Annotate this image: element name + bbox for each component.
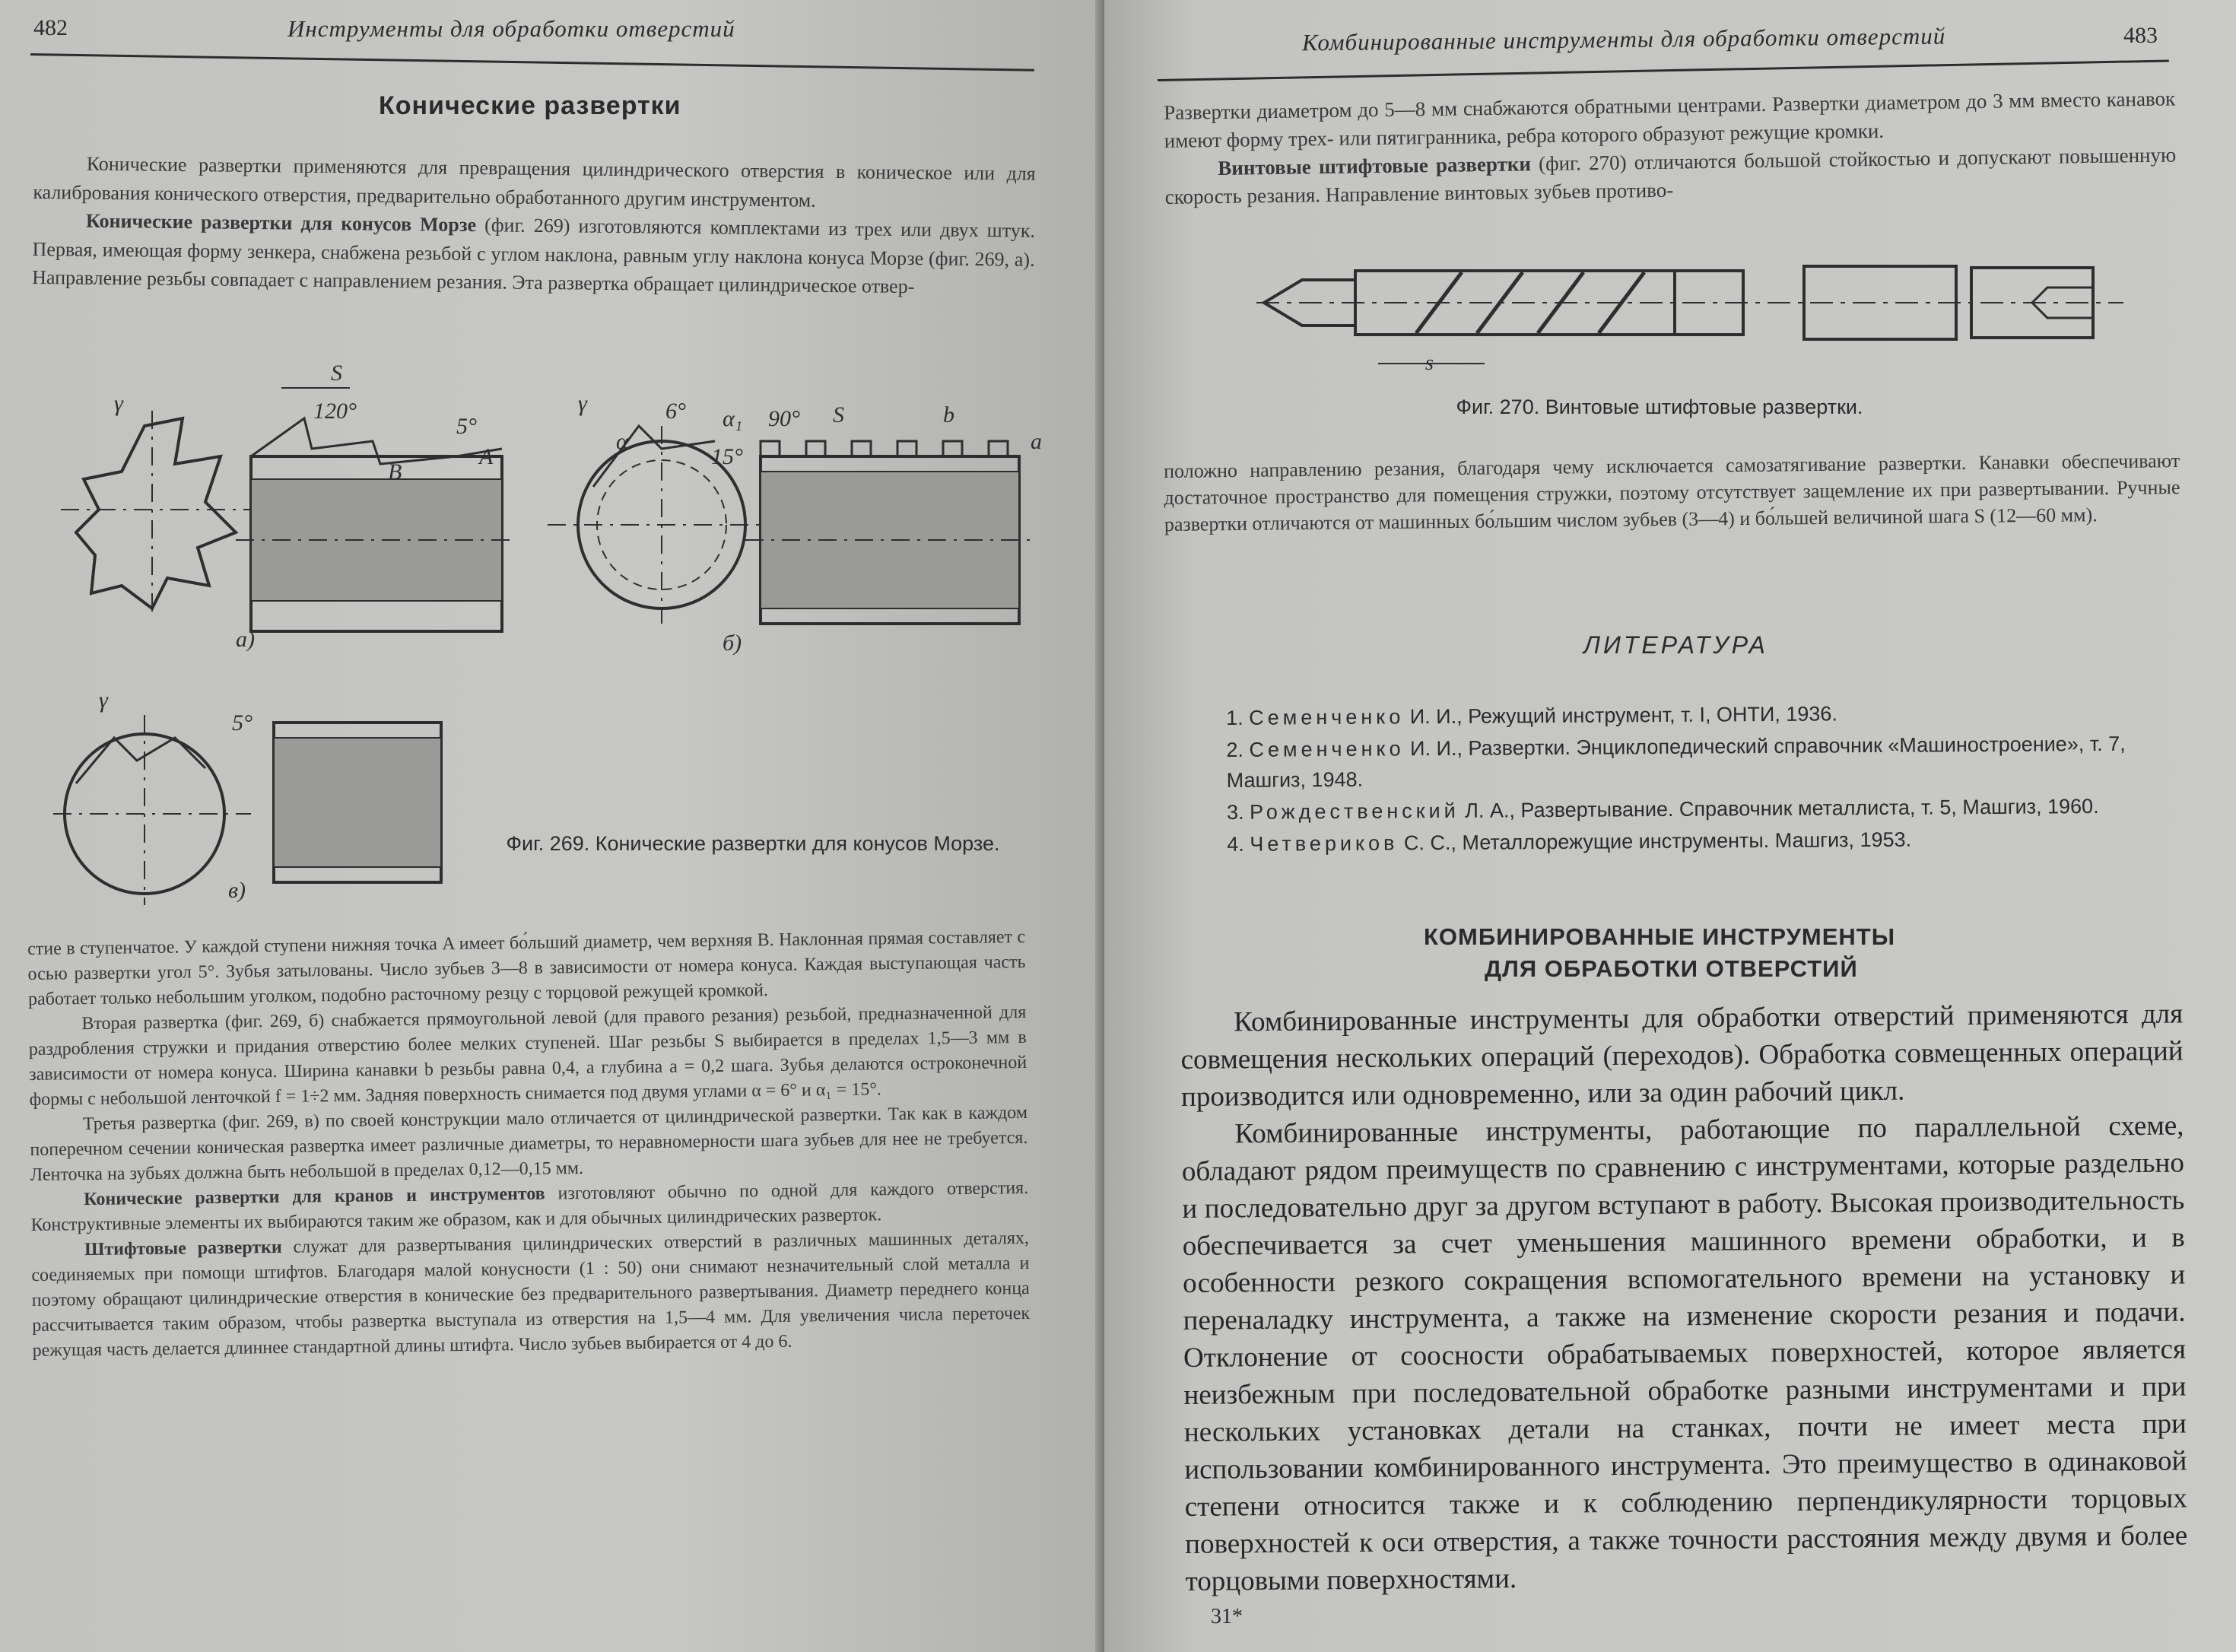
helical-bold: Винтовые штифтовые развертки — [1218, 152, 1532, 180]
fig-label-90: 90° — [768, 406, 800, 431]
morse-text: (фиг. 269) изготовляются комплектами из трех или двух штук. Первая, имеющая форму зенкера, снабжена резьбой с углом наклона, равным углу наклона конуса Морзе (фиг. 269, а). Направление резьбы совпадает с направлением резания. Эта развертка обращает цилиндрическое отвер- — [32, 214, 1036, 298]
fig-label-gamma-c: γ — [99, 688, 108, 713]
fig270-label-s: s — [1425, 351, 1434, 375]
left-page — [0, 0, 1104, 1652]
reference-item-2: 2. Семенченко И. И., Развертки. Энциклопедический справочник «Машиностроение», т. 7, Машгиз, 1948. — [1226, 732, 2126, 792]
page-number-left: 482 — [33, 15, 68, 40]
running-head-right: Комбинированные инструменты для обработки отверстий — [1301, 22, 1946, 56]
fig-label-gamma-a: γ — [114, 391, 123, 416]
section-title-combined-line1: КОМБИНИРОВАННЫЕ ИНСТРУМЕНТЫ — [1424, 923, 1896, 950]
fig-label-s-b: S — [833, 402, 844, 427]
running-head-left: Инструменты для обработки отверстий — [287, 15, 735, 42]
combined-paragraph-2: Комбинированные инструменты, работающие по параллельной схеме, обладают рядом преимуществ по сравнению с инструментами, которые раздельно и последовательно друг за другом вступают в работу. Высокая производительность обеспечивается за счет уменьшения машинного времени обработки, и в особенности резкого сокращения вспомогательного времени на установку и переналадку инструмента, а также на изменение скорости резания и подачи. Отклонение от соосности обрабатываемых поверхностей, которое является неизбежным при последовательной обработке разными инструментами и при нескольких установках детали на станках, почти не имеет места при использовании комбинированного инструмента. Это преимущество в одинаковой степени относится также и к соблюдению перпендикулярности торцовых поверхностей к оси отверстия, а также точности расстояния между двумя и более торцовыми поверхностями. — [1181, 1110, 2188, 1597]
top-text-block — [1164, 84, 2177, 211]
second-reamer-paragraph: Вторая развертка (фиг. 269, б) снабжается прямоугольной левой (для правого резания) резьбой, предназначенной для раздробления стружки и придания отверстию более мелких ступеней. Шаг резьбы S выбирается в пределах 1,5—3 мм в зависимости от номера конуса. Ширина канавки b резьбы равна 0,4, а глубина a = 0,2 шага. Зубья делаются остроконечной формы с небольшой ленточкой f = 1÷2 мм. Задняя поверхность снимается под двумя углами α = 6° и α₁ = 15°. — [28, 1002, 1027, 1110]
lower-text-block — [27, 925, 1031, 1364]
references-list — [1226, 696, 2170, 861]
morse-paragraph — [32, 206, 1035, 302]
section-title-combined-line2: ДЛЯ ОБРАБОТКИ ОТВЕРСТИЙ — [1485, 955, 1858, 982]
fig-label-point-b: B — [388, 459, 402, 484]
fig-a-section — [76, 418, 236, 608]
combined-text-block — [1180, 995, 2188, 1600]
fig-label-gamma-b: γ — [578, 391, 587, 416]
reference-item-3: 3. Рождественский Л. А., Развертывание. Справочник металлиста, т. 5, Машгиз, 1960. — [1226, 794, 2099, 824]
figure-270-caption: Фиг. 270. Винтовые штифтовые развертки. — [1456, 396, 1863, 418]
fig-label-5-c: 5° — [232, 710, 253, 735]
pin-bold: Штифтовые развертки — [84, 1237, 282, 1260]
after-figure-paragraph: положно направлению резания, благодаря чему исключается самозатягивание развертки. Канавки обеспечивают достаточное пространство для помещения стружки, поэтому отсутствует защемление их при развертывании. Ручные развертки отличаются от машинных бо́льшим числом зубьев (3—4) и бо́льшей величиной шага S (12—60 мм). — [1164, 450, 2180, 535]
page-number-right: 483 — [2123, 23, 2158, 48]
figure-270 — [1256, 257, 2123, 379]
fig-label-120: 120° — [313, 399, 357, 424]
fig-sublabel-v: в) — [228, 878, 246, 903]
fig-sublabel-a: а) — [236, 627, 255, 652]
continuation-paragraph: стие в ступенчатое. У каждой ступени нижняя точка A имеет бо́льший диаметр, чем верхняя B. Наклонная прямая составляет с осью развертки угол 5°. Зубья затылованы. Число зубьев 3—8 в зависимости от номера конуса. Каждая выступающая часть работает только небольшим уголком, подобно расточному резцу с торцовой режущей кромкой. — [27, 926, 1026, 1009]
fig-label-6: 6° — [665, 399, 686, 424]
reference-item-4: 4. Четвериков С. С., Металлорежущие инструменты. Машгиз, 1953. — [1227, 828, 1912, 856]
figure-269 — [30, 357, 1095, 905]
header-rule-left — [30, 53, 1034, 71]
right-page — [1104, 0, 2236, 1652]
intro-block — [32, 149, 1036, 302]
pin-paragraph — [31, 1226, 1031, 1364]
taps-bold: Конические развертки для кранов и инструментов — [84, 1183, 545, 1210]
signature-mark: 31* — [1211, 1605, 1243, 1628]
figure-269-caption: Фиг. 269. Конические развертки для конусов Морзе. — [506, 832, 1000, 855]
morse-bold: Конические развертки для конусов Морзе — [85, 209, 477, 237]
after-figure-block — [1164, 447, 2180, 538]
pin-text: служат для развертывания цилиндрических отверстий в различных машинных деталях, соединяемых при помощи штифтов. Благодаря малой конусности (1 : 50) они снимают незначительный слой металла и поэтому обращают цилиндрические отверстия в конические без предварительного развертывания. Диаметр переднего конца рассчитывается таким образом, чтобы развертка выступала из отверстия на 1,5—4 мм. Для увеличения числа переточек режущая часть делается длиннее стандартной длины штифта. Число зубьев выбирается от 4 до 6. — [31, 1228, 1031, 1361]
fig-label-alpha: α — [616, 429, 628, 454]
fig-label-point-a: A — [479, 444, 494, 469]
combined-paragraph-1: Комбинированные инструменты для обработки отверстий применяются для совмещения нескольких операций (переходов). Обработка совмещенных операций производится или одновременно, или за один рабочий цикл. — [1180, 998, 2184, 1113]
third-reamer-paragraph: Третья развертка (фиг. 269, в) по своей конструкции мало отличается от цилиндрической развертки. Так как в каждом поперечном сечении коническая развертка имеет различные диаметры, то неравномерности шага зубьев для нее не требуется. Ленточка на зубьях должна быть небольшой в пределах 0,12—0,15 мм. — [30, 1102, 1028, 1185]
top-paragraph: Развертки диаметром до 5—8 мм снабжаются обратными центрами. Развертки диаметром до 3 мм вместо канавок имеют форму трех- или пятигранника, ребра которого образуют режущие кромки. — [1164, 87, 2176, 152]
fig-label-s-a: S — [331, 361, 342, 386]
helical-text: (фиг. 270) отличаются большой стойкостью и допускают повышенную скорость резания. Направление винтовых зубьев противо- — [1164, 143, 2177, 208]
reference-item-1: 1. Семенченко И. И., Режущий инструмент, т. I, ОНТИ, 1936. — [1226, 702, 1838, 729]
intro-paragraph: Конические развертки применяются для превращения цилиндрического отверстия в коническое или для калибрования конического отверстия, предварительно обработанного другим инструментом. — [33, 152, 1036, 211]
header-rule-right — [1158, 59, 2169, 81]
fig-label-a: a — [1031, 429, 1042, 454]
literature-title: ЛИТЕРАТУРА — [1583, 631, 1768, 659]
section-title-conical: Конические развертки — [379, 91, 681, 120]
fig-label-5-a: 5° — [456, 414, 477, 439]
fig-label-15: 15° — [711, 444, 743, 469]
fig-sublabel-b: б) — [723, 631, 742, 656]
fig-label-alpha1: α₁ — [723, 406, 743, 431]
taps-text: изготовляют обычно по одной для каждого отверстия. Конструктивные элементы их выбираются таким же образом, как и для обычных цилиндрических разверток. — [30, 1177, 1029, 1235]
fig-label-b: b — [943, 402, 954, 427]
